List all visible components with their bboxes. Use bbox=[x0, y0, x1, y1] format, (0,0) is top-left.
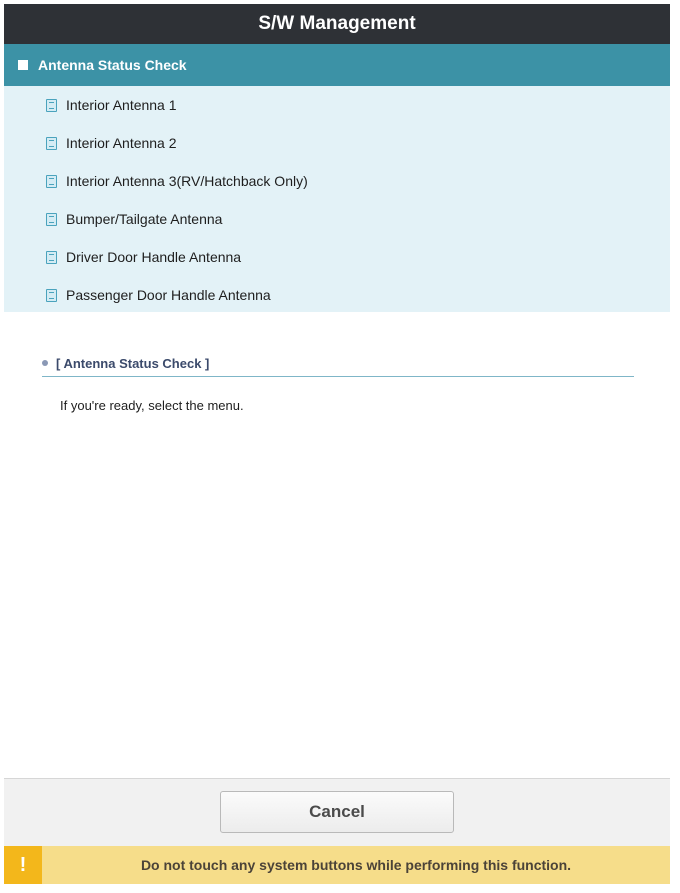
square-icon bbox=[18, 60, 28, 70]
menu-item-label: Driver Door Handle Antenna bbox=[66, 249, 242, 265]
menu-item-bumper-tailgate-antenna[interactable] bbox=[4, 200, 670, 238]
document-icon bbox=[46, 213, 57, 226]
menu-item-label: Passenger Door Handle Antenna bbox=[66, 287, 271, 303]
menu-item-label: Interior Antenna 1 bbox=[66, 97, 177, 113]
instruction-text: If you're ready, select the menu. bbox=[60, 398, 244, 413]
section-heading bbox=[42, 350, 634, 377]
button-bar bbox=[4, 778, 670, 847]
document-icon bbox=[46, 175, 57, 188]
menu-item-passenger-door-handle-antenna[interactable] bbox=[4, 276, 670, 314]
menu-header-label: Antenna Status Check bbox=[38, 57, 187, 73]
menu-list bbox=[4, 86, 670, 314]
document-icon bbox=[46, 251, 57, 264]
cancel-button[interactable]: Cancel bbox=[220, 791, 454, 833]
document-icon bbox=[46, 99, 57, 112]
menu-item-interior-antenna-2[interactable] bbox=[4, 124, 670, 162]
menu-item-driver-door-handle-antenna[interactable] bbox=[4, 238, 670, 276]
menu-item-label: Interior Antenna 3(RV/Hatchback Only) bbox=[66, 173, 308, 189]
menu-header[interactable] bbox=[4, 44, 670, 86]
bullet-icon bbox=[42, 360, 48, 366]
menu-item-interior-antenna-3[interactable] bbox=[4, 162, 670, 200]
window-title: S/W Management bbox=[258, 13, 416, 34]
menu-panel bbox=[4, 44, 670, 312]
warning-icon: ! bbox=[4, 846, 42, 884]
section-heading-label: [ Antenna Status Check ] bbox=[56, 355, 210, 371]
warning-bar bbox=[4, 846, 670, 884]
warning-text: Do not touch any system buttons while performing this function. bbox=[140, 857, 572, 873]
menu-item-label: Interior Antenna 2 bbox=[66, 135, 177, 151]
menu-item-interior-antenna-1[interactable] bbox=[4, 86, 670, 124]
window-title-bar bbox=[4, 4, 670, 44]
document-icon bbox=[46, 137, 57, 150]
document-icon bbox=[46, 289, 57, 302]
menu-item-label: Bumper/Tailgate Antenna bbox=[66, 211, 223, 227]
